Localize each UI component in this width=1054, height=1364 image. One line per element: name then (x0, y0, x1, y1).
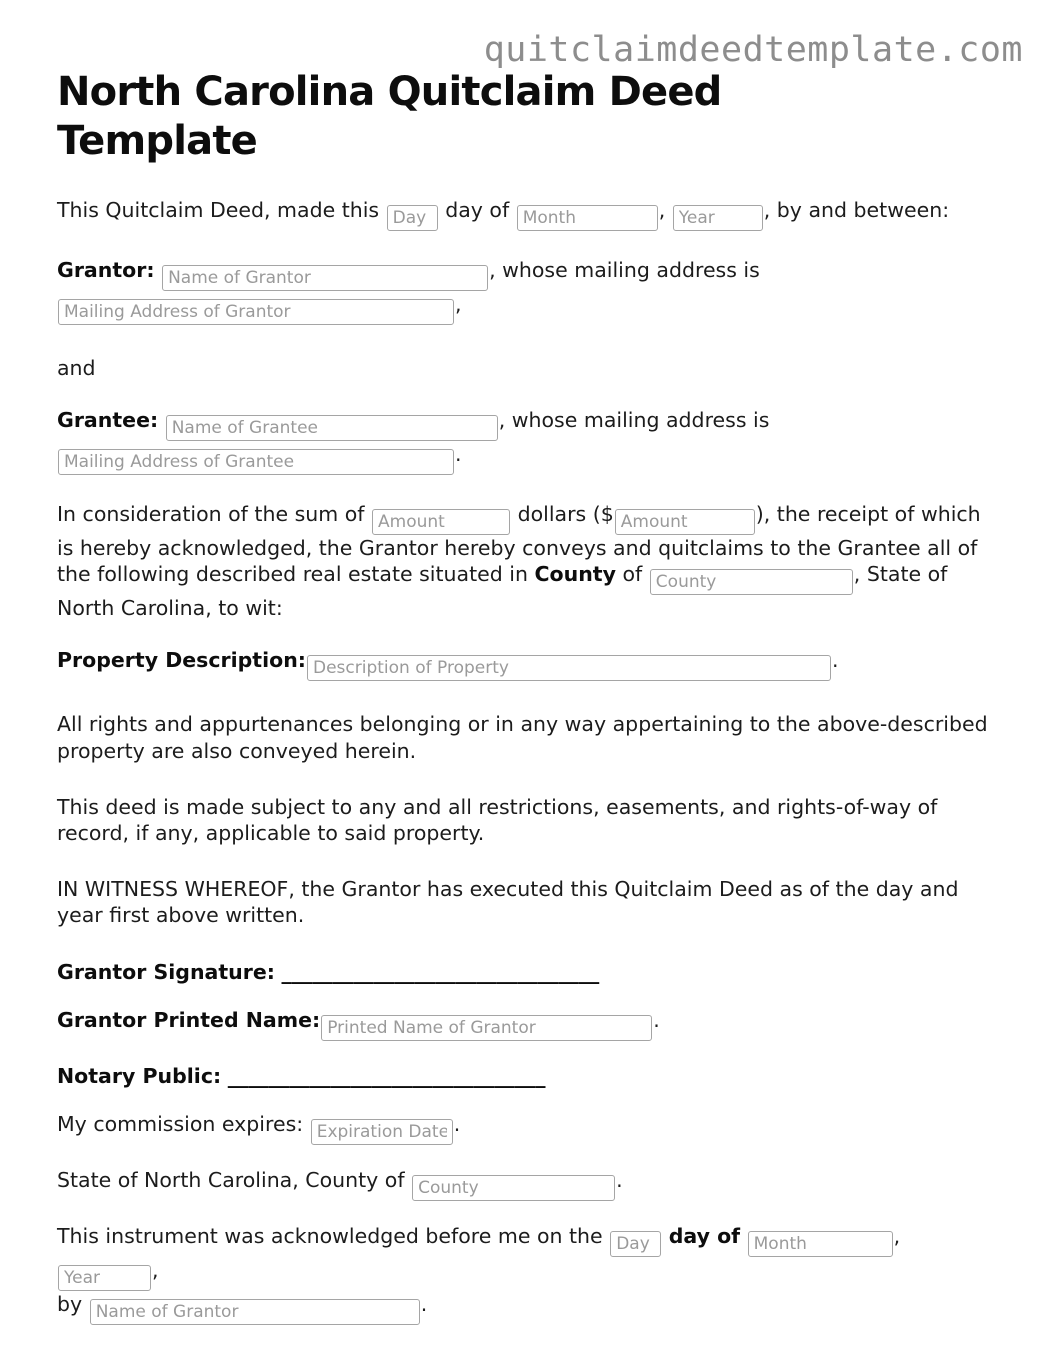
grantor-signature-rule: _______________________________ (281, 959, 600, 984)
restrictions-clause: This deed is made subject to any and all restrictions, easements, and rights-of-way of record, if any, applicable to said property. (57, 794, 938, 845)
grantor-address-input[interactable] (58, 299, 454, 325)
commission-expiration-input[interactable] (311, 1119, 453, 1145)
commission-expires-label: My commission expires: (57, 1112, 304, 1137)
state-county-trailing: . (616, 1168, 623, 1193)
consideration-county-input[interactable] (650, 569, 853, 595)
grantor-printed-name-line (57, 1007, 997, 1041)
intro-dayof-text: day of (445, 197, 510, 222)
consideration-paragraph (57, 501, 997, 621)
grantor-signature-label: Grantor Signature: (57, 959, 275, 984)
commission-expires-line (57, 1111, 997, 1145)
page-title: North Carolina Quitclaim Deed Template (57, 69, 722, 164)
site-watermark: quitclaimdeedtemplate.com (483, 30, 1023, 70)
intro-day-input[interactable] (387, 205, 438, 231)
property-description-trailing: . (832, 648, 839, 673)
acknowledgement-year-input[interactable] (58, 1265, 151, 1291)
grantor-printed-name-trailing: . (653, 1007, 660, 1032)
grantor-printed-name-label: Grantor Printed Name: (57, 1007, 321, 1032)
intro-comma: , (658, 197, 666, 222)
grantee-label: Grantee: (57, 407, 159, 432)
acknowledgement-trailing: . (420, 1292, 428, 1317)
acknowledgement-part1: This instrument was acknowledged before me on the (57, 1224, 603, 1249)
appurtenances-clause: All rights and appurtenances belonging or in any way appertaining to the above-described property are also conveyed herein. (57, 712, 988, 763)
grantee-trailing: . (455, 441, 462, 466)
grantor-mid-text: , whose mailing address is (489, 257, 760, 282)
notary-public-line (57, 1063, 997, 1089)
intro-lead-text: This Quitclaim Deed, made this (57, 197, 380, 222)
intro-tail-text: , by and between: (763, 197, 950, 222)
notary-public-label: Notary Public: (57, 1063, 222, 1088)
consideration-part3: ), the receipt of which is hereby acknowledged, the Grantor hereby conveys and quitclaims to the Grantee all of the following described real estate situated in (57, 501, 981, 587)
property-description-paragraph (57, 647, 997, 681)
state-county-label: State of North Carolina, County of (57, 1168, 405, 1193)
grantor-signature-line (57, 959, 997, 985)
conjunction-paragraph: and (57, 355, 96, 380)
grantor-printed-name-input[interactable] (321, 1015, 652, 1041)
consideration-amount-figures-input[interactable] (615, 509, 755, 535)
grantor-paragraph (57, 257, 997, 325)
acknowledgement-name-input[interactable] (90, 1299, 420, 1325)
consideration-amount-words-input[interactable] (372, 509, 510, 535)
acknowledgement-dayof-text: day of (668, 1224, 741, 1249)
consideration-part1: In consideration of the sum of (57, 501, 365, 526)
acknowledgement-by-label: by (57, 1292, 83, 1317)
grantee-address-input[interactable] (58, 449, 454, 475)
intro-year-input[interactable] (673, 205, 763, 231)
grantee-paragraph (57, 407, 997, 475)
property-description-input[interactable] (307, 655, 831, 681)
witness-clause: IN WITNESS WHEREOF, the Grantor has executed this Quitclaim Deed as of the day and year first above written. (57, 877, 959, 928)
consideration-part4: of (622, 562, 643, 587)
property-description-label: Property Description: (57, 648, 306, 673)
acknowledgement-comma1: , (893, 1224, 901, 1249)
commission-expires-trailing: . (453, 1112, 461, 1137)
acknowledgement-paragraph (57, 1223, 997, 1325)
grantee-name-input[interactable] (166, 415, 498, 441)
notary-public-rule: _______________________________ (227, 1063, 546, 1088)
consideration-part5: , State of North Carolina, to wit: (57, 562, 948, 621)
grantor-name-input[interactable] (162, 265, 488, 291)
notary-county-input[interactable] (412, 1175, 615, 1201)
acknowledgement-comma2: , (152, 1258, 159, 1283)
grantee-mid-text: , whose mailing address is (498, 407, 770, 432)
acknowledgement-day-input[interactable] (610, 1231, 661, 1257)
intro-month-input[interactable] (517, 205, 658, 231)
state-county-line (57, 1167, 997, 1201)
grantor-label: Grantor: (57, 257, 155, 282)
consideration-part2: dollars ($ (517, 501, 614, 526)
county-bold-word: County (534, 562, 616, 587)
acknowledgement-month-input[interactable] (748, 1231, 893, 1257)
intro-paragraph (57, 197, 997, 231)
grantor-trailing: , (455, 291, 462, 316)
